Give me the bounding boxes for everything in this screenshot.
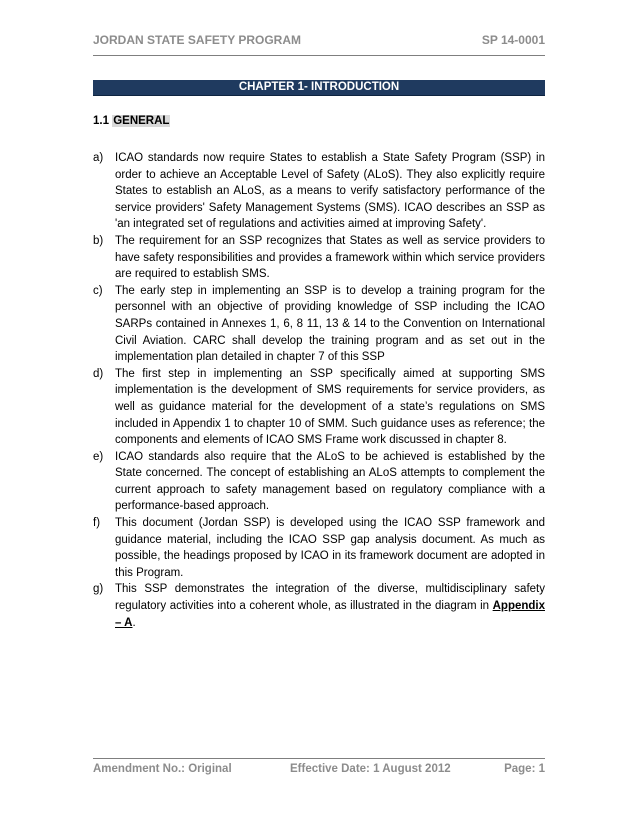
list-item xyxy=(93,581,545,631)
list-marker: b) xyxy=(93,234,104,247)
list-item-text: The first step in implementing an SSP specifically aimed at supporting SMS implementation is the development of SMS requirements for service providers, as well as guidance material for the development of a state’s regulations on SMS included in Appendix 1 to chapter 10 of SMM. Such guidance uses as reference; the components and elements of ICAO SMS Frame work discussed in chapter 8. xyxy=(115,367,545,447)
list-item-end: . xyxy=(132,616,136,629)
footer-amendment: Amendment No.: Original xyxy=(93,763,232,775)
list-item-text: The requirement for an SSP recognizes that States as well as service providers to have safety responsibilities and provides a framework within which service providers are required to establish SMS. xyxy=(115,234,545,281)
list-marker: c) xyxy=(93,284,103,297)
paragraph-list xyxy=(93,150,545,631)
list-marker: g) xyxy=(93,583,104,596)
section-title: GENERAL xyxy=(113,115,170,127)
footer-effective-date: Effective Date: 1 August 2012 xyxy=(290,763,451,775)
page-footer xyxy=(93,758,545,779)
section-number: 1.1 xyxy=(93,115,109,127)
list-marker: d) xyxy=(93,367,104,380)
footer-page-number: Page: 1 xyxy=(504,763,545,775)
list-item xyxy=(93,233,545,283)
list-item xyxy=(93,449,545,515)
chapter-banner xyxy=(93,80,545,96)
chapter-title: CHAPTER 1- INTRODUCTION xyxy=(238,81,400,93)
list-item-text: ICAO standards now require States to establish a State Safety Program (SSP) in order to achieve an Acceptable Level of Safety (ALoS). They also explicitly require States to establish an ALoS, as a means to verify satisfactory performance of the service providers' Safety Management Systems (SMS). ICAO describes an SSP as 'an integrated set of regulations and activities aimed at improving Safety'. xyxy=(115,152,545,231)
list-marker: f) xyxy=(93,517,101,530)
header-title: JORDAN STATE SAFETY PROGRAM xyxy=(93,33,302,47)
appendix-reference: Appendix – A xyxy=(115,600,545,629)
list-item xyxy=(93,366,545,449)
list-item xyxy=(93,283,545,366)
list-item xyxy=(93,515,545,581)
list-marker: a) xyxy=(93,152,104,164)
list-item-text: This document (Jordan SSP) is developed using the ICAO SSP framework and guidance material, including the ICAO SSP gap analysis document. As much as possible, the headings proposed by ICAO in its framework document are adopted in this Program. xyxy=(115,517,545,579)
list-marker: e) xyxy=(93,450,104,463)
list-item-text: The early step in implementing an SSP is to develop a training program for the personnel with an objective of providing knowledge of SSP including the ICAO SARPs contained in Annexes 1, 6, 8 11, 13 & 14 to the Convention on International Civil Aviation. CARC shall develop the training program and as set out in the implementation plan detailed in chapter 7 of this SSP xyxy=(115,284,545,364)
page-header xyxy=(93,33,545,56)
list-item xyxy=(93,150,545,233)
list-item-text: This SSP demonstrates the integration of the diverse, multidisciplinary safety regulatory activities into a coherent whole, as illustrated in the diagram in xyxy=(115,583,545,613)
section-heading xyxy=(93,114,170,128)
list-item-text: ICAO standards also require that the ALoS to be achieved is established by the State concerned. The concept of establishing an ALoS attempts to complement the current approach to safety management based on regulatory compliance with a performance-based approach. xyxy=(115,450,545,513)
header-doc-id: SP 14-0001 xyxy=(481,33,545,47)
